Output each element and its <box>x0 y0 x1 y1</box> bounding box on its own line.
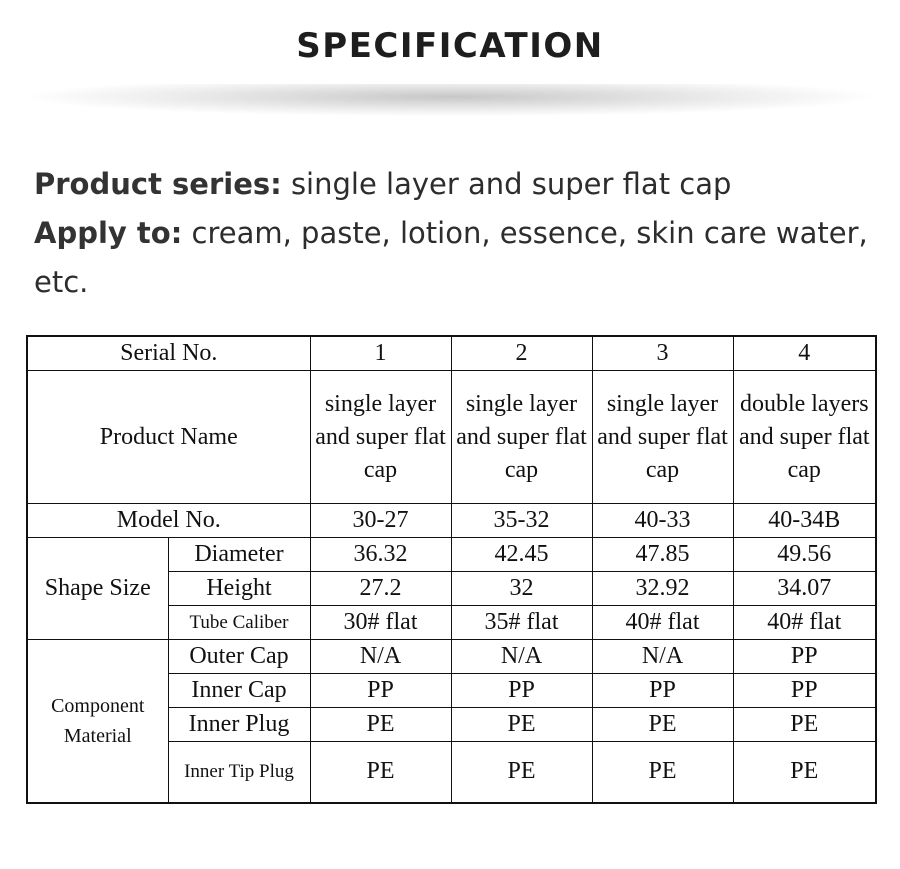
product-series-line <box>34 160 874 209</box>
serial-label: Serial No. <box>27 336 310 371</box>
height-cell: 32 <box>451 572 592 606</box>
serial-cell: 1 <box>310 336 451 371</box>
apply-to-line <box>34 209 874 307</box>
inner-plug-label: Inner Plug <box>168 708 310 742</box>
tube-caliber-cell: 40# flat <box>733 606 876 640</box>
height-label: Height <box>168 572 310 606</box>
tube-caliber-cell: 40# flat <box>592 606 733 640</box>
shape-size-group-label: Shape Size <box>27 538 168 640</box>
intro-text <box>34 160 874 307</box>
diameter-cell: 49.56 <box>733 538 876 572</box>
inner-tip-plug-cell: PE <box>451 742 592 803</box>
outer-cap-cell: N/A <box>592 640 733 674</box>
specification-table <box>26 335 877 804</box>
inner-plug-cell: PE <box>310 708 451 742</box>
model-label: Model No. <box>27 504 310 538</box>
inner-tip-plug-cell: PE <box>733 742 876 803</box>
inner-cap-cell: PP <box>451 674 592 708</box>
product-name-cell: double layers and super flat cap <box>733 371 876 504</box>
table-row-outer-cap <box>27 640 876 674</box>
tube-caliber-label: Tube Caliber <box>168 606 310 640</box>
serial-cell: 4 <box>733 336 876 371</box>
serial-cell: 2 <box>451 336 592 371</box>
product-name-cell: single layer and super flat cap <box>310 371 451 504</box>
diameter-label: Diameter <box>168 538 310 572</box>
inner-plug-cell: PE <box>451 708 592 742</box>
inner-cap-cell: PP <box>310 674 451 708</box>
product-series-label: Product series: <box>34 167 282 201</box>
height-cell: 32.92 <box>592 572 733 606</box>
diameter-cell: 42.45 <box>451 538 592 572</box>
serial-cell: 3 <box>592 336 733 371</box>
model-cell: 30-27 <box>310 504 451 538</box>
product-series-value: single layer and super flat cap <box>290 167 732 201</box>
outer-cap-cell: PP <box>733 640 876 674</box>
tube-caliber-cell: 35# flat <box>451 606 592 640</box>
model-cell: 40-34B <box>733 504 876 538</box>
inner-cap-cell: PP <box>733 674 876 708</box>
table-row-model <box>27 504 876 538</box>
model-cell: 35-32 <box>451 504 592 538</box>
title-shadow-divider <box>28 84 872 116</box>
product-name-cell: single layer and super flat cap <box>592 371 733 504</box>
height-cell: 34.07 <box>733 572 876 606</box>
tube-caliber-cell: 30# flat <box>310 606 451 640</box>
outer-cap-cell: N/A <box>310 640 451 674</box>
inner-tip-plug-cell: PE <box>592 742 733 803</box>
inner-plug-cell: PE <box>592 708 733 742</box>
table-row-product-name <box>27 371 876 504</box>
table-row-serial <box>27 336 876 371</box>
page-title: SPECIFICATION <box>296 26 604 66</box>
diameter-cell: 36.32 <box>310 538 451 572</box>
height-cell: 27.2 <box>310 572 451 606</box>
outer-cap-label: Outer Cap <box>168 640 310 674</box>
apply-to-label: Apply to: <box>34 216 183 250</box>
inner-cap-label: Inner Cap <box>168 674 310 708</box>
inner-tip-plug-label: Inner Tip Plug <box>168 742 310 803</box>
diameter-cell: 47.85 <box>592 538 733 572</box>
component-material-group-label: Component Material <box>27 640 168 803</box>
inner-cap-cell: PP <box>592 674 733 708</box>
outer-cap-cell: N/A <box>451 640 592 674</box>
inner-tip-plug-cell: PE <box>310 742 451 803</box>
product-name-cell: single layer and super flat cap <box>451 371 592 504</box>
table-row-diameter <box>27 538 876 572</box>
inner-plug-cell: PE <box>733 708 876 742</box>
model-cell: 40-33 <box>592 504 733 538</box>
apply-to-value: cream, paste, lotion, essence, skin care water, etc. <box>34 216 868 299</box>
product-name-label: Product Name <box>27 371 310 504</box>
